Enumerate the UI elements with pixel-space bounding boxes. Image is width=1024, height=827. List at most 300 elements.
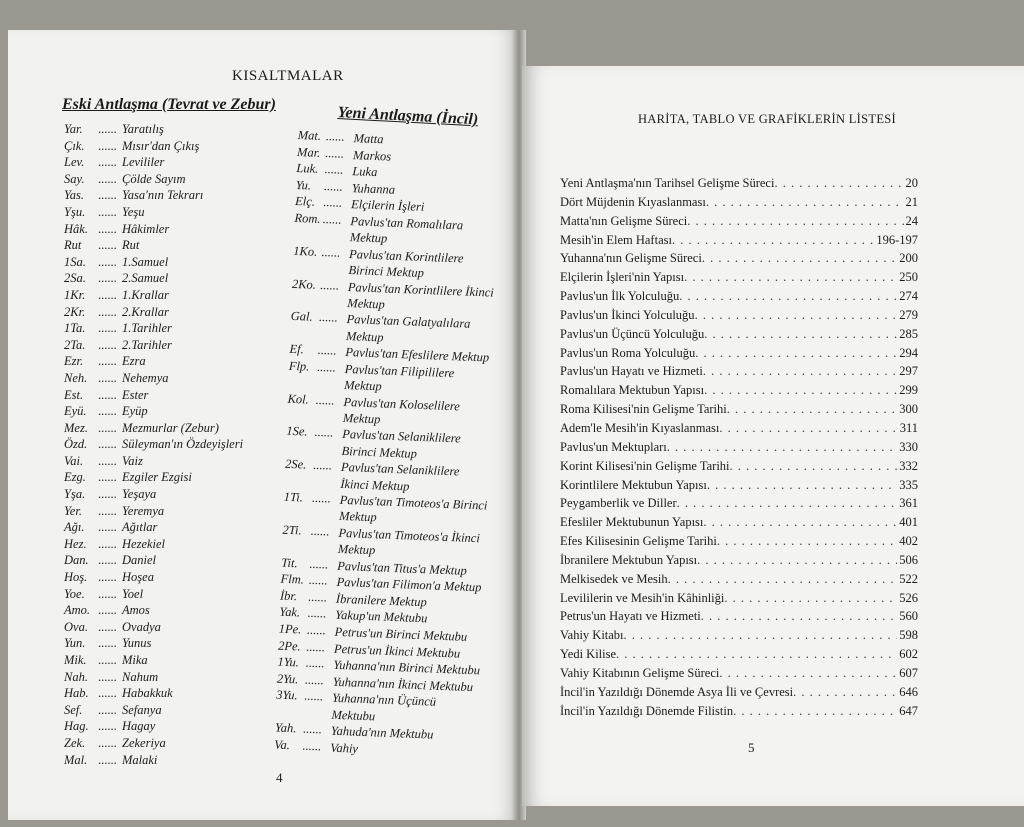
leader-dots: ...... [317, 343, 337, 358]
entry-title: İncil'in Yazıldığı Dönemde Asya İli ve Çevresi [560, 684, 794, 699]
abbreviation: Hez. [64, 536, 87, 551]
abbreviation: Çık. [64, 138, 85, 153]
leader-dots: ...... [98, 204, 117, 219]
old-testament-row [64, 653, 294, 670]
entry-page-number: 274 [899, 289, 918, 304]
leader-dots: ...... [314, 425, 334, 441]
book-name: Pavlus'tan Timoteos'a Birinci Mektup [338, 492, 488, 525]
entry-leader-dots [704, 327, 897, 342]
abbreviation: Eyü. [64, 404, 87, 419]
figure-list-entry [560, 685, 918, 704]
leader-dots: ...... [98, 188, 117, 203]
abbreviation: Ova. [64, 619, 88, 634]
leader-dots: ...... [323, 178, 343, 194]
book-name: Petrus'un İkinci Mektubu [333, 641, 461, 661]
figure-list-entry [560, 704, 918, 723]
figure-list-entry [560, 440, 918, 459]
abbreviation: Lev. [64, 155, 85, 170]
leader-dots: ...... [98, 122, 117, 136]
old-testament-row [64, 404, 294, 421]
abbreviation: Tit. [281, 555, 298, 570]
leader-dots: ...... [98, 370, 117, 385]
book-name: Mika [122, 653, 148, 667]
leader-dots: ...... [320, 244, 341, 260]
leader-dots: ...... [98, 503, 117, 518]
entry-leader-dots [679, 289, 897, 304]
book-name: Pavlus'tan Korintlilere Birinci Mektup [348, 246, 464, 281]
abbreviation: 2Ta. [64, 337, 86, 352]
leader-dots: ...... [98, 735, 117, 750]
abbreviation: 3Yu. [275, 688, 298, 703]
entry-page-number: 646 [899, 684, 918, 699]
old-testament-row [64, 238, 294, 255]
old-testament-row [64, 371, 294, 388]
abbreviation: Zek. [64, 735, 86, 750]
entry-title: Pavlus'un İlk Yolculuğu [560, 289, 680, 304]
entry-title: Matta'nın Gelişme Süreci [560, 213, 688, 228]
leader-dots: ...... [98, 138, 117, 153]
entry-title: Pavlus'un Roma Yolculuğu [560, 345, 696, 360]
leader-dots: ...... [98, 420, 117, 435]
abbreviation: Luk. [296, 161, 319, 176]
figure-list-entry [560, 534, 918, 553]
leader-dots: ...... [98, 437, 117, 452]
entry-title: Levililerin ve Mesih'in Kâhinliği [560, 590, 725, 605]
old-testament-row [64, 620, 294, 637]
leader-dots: ...... [98, 487, 117, 502]
entry-leader-dots [687, 214, 903, 229]
figure-list-entry [560, 421, 918, 440]
book-name: Pavlus'tan Timoteos'a İkinci Mektup [337, 525, 481, 558]
figure-list-entry [560, 195, 918, 214]
old-testament-row [64, 222, 294, 239]
old-testament-row [64, 670, 294, 687]
leader-dots: ...... [98, 686, 117, 701]
abbreviation: Nah. [64, 669, 88, 684]
entry-title: Yedi Kilise [560, 647, 617, 662]
leader-dots: ...... [306, 622, 326, 638]
entry-title: Elçilerin İşleri'nin Yapısı [560, 270, 685, 285]
leader-dots: ...... [98, 404, 117, 419]
abbreviation: 1Ti. [283, 489, 304, 505]
entry-leader-dots [677, 496, 898, 511]
leader-dots: ...... [98, 752, 117, 767]
abbreviation: Rut [64, 238, 82, 253]
leader-dots: ...... [319, 277, 340, 293]
entry-title: İncil'in Yazıldığı Dönemde Filistin [560, 703, 734, 718]
old-testament-row [64, 172, 294, 189]
figure-list-entry [560, 553, 918, 572]
old-testament-row [64, 537, 294, 554]
old-testament-row [64, 255, 294, 272]
entry-title: Dört Müjdenin Kıyaslanması [560, 194, 706, 209]
entry-leader-dots [707, 478, 897, 493]
abbreviation: Yun. [64, 636, 86, 651]
entry-page-number: 361 [899, 496, 918, 511]
abbreviation: Yar. [64, 122, 83, 136]
book-name: Luka [352, 164, 378, 180]
book-name: Yakup'un Mektubu [335, 608, 428, 626]
entry-title: Mesih'in Elem Haftası [560, 232, 672, 247]
leader-dots: ...... [98, 171, 117, 186]
entry-page-number: 598 [899, 628, 918, 643]
leader-dots: ...... [98, 470, 117, 485]
entry-page-number: 294 [899, 345, 918, 360]
book-name: Hoşea [122, 570, 154, 585]
entry-leader-dots [701, 609, 897, 624]
old-testament-row [64, 504, 294, 521]
book-name: Ester [122, 387, 149, 402]
abbreviation: Yşa. [64, 487, 86, 502]
abbreviation: Hâk. [64, 221, 88, 236]
book-name: Ağıtlar [122, 520, 158, 535]
entry-title: Efesliler Mektubunun Yapısı [560, 515, 704, 530]
figure-list-entry [560, 270, 918, 289]
leader-dots: ...... [98, 553, 117, 568]
entry-title: Vahiy Kitabı [560, 628, 624, 643]
figure-list-entry [560, 666, 918, 685]
entry-leader-dots [668, 572, 898, 587]
entry-page-number: 285 [899, 326, 918, 341]
figure-list-entry [560, 459, 918, 478]
leader-dots: ...... [98, 321, 117, 336]
leader-dots: ...... [98, 619, 117, 634]
entry-title: Romalılara Mektubun Yapısı [560, 383, 705, 398]
old-testament-row [64, 271, 294, 288]
book-name: Ovadya [122, 619, 161, 634]
leader-dots: ...... [324, 162, 344, 177]
old-testament-row [64, 753, 294, 770]
leader-dots: ...... [98, 155, 117, 170]
leader-dots: ...... [305, 655, 325, 671]
entry-title: Pavlus'un Hayatı ve Hizmeti [560, 364, 703, 379]
book-name: Yuhanna [351, 180, 396, 197]
figure-list-entry [560, 647, 918, 666]
book-name: Pavlus'tan Filipililere Mektup [343, 361, 455, 394]
abbreviation: Est. [64, 387, 84, 402]
book-name: Hezekiel [122, 536, 166, 551]
abbreviation: 1Ko. [293, 243, 318, 259]
book-name: Pavlus'tan Korintlilere İkinci Mektup [347, 279, 495, 312]
entry-page-number: 602 [899, 647, 918, 662]
book-name: Yeşu [122, 204, 145, 219]
old-testament-row [64, 139, 294, 156]
old-testament-row [64, 587, 294, 604]
entry-page-number: 526 [899, 590, 918, 605]
leader-dots: ...... [309, 556, 329, 572]
book-name: Pavlus'tan Titus'a Mektup [336, 558, 468, 578]
abbreviation: Gal. [290, 309, 313, 325]
leader-dots: ...... [302, 721, 322, 737]
abbreviation: Ağı. [64, 520, 85, 535]
entry-page-number: 401 [899, 515, 918, 530]
old-testament-row [64, 188, 294, 205]
book-name: Markos [352, 147, 392, 164]
book-name: Matta [353, 131, 384, 147]
entry-page-number: 21 [905, 194, 918, 209]
leader-dots: ...... [98, 387, 117, 402]
book-name: Yeremya [122, 503, 165, 518]
abbreviation: 1Pe. [278, 621, 302, 637]
entry-title: Efes Kilisesinin Gelişme Tarihi [560, 534, 717, 549]
leader-dots: ...... [98, 586, 117, 601]
figure-list-entry [560, 251, 918, 270]
entry-leader-dots [702, 251, 897, 266]
entry-title: Korint Kilisesi'nin Gelişme Tarihi [560, 458, 730, 473]
entry-page-number: 20 [905, 176, 918, 190]
old-testament-row [64, 487, 294, 504]
left-page-number: 4 [276, 770, 283, 785]
leader-dots: ...... [98, 304, 117, 319]
leader-dots: ...... [98, 520, 117, 535]
abbreviation: Mik. [64, 653, 87, 667]
abbreviation: Elç. [294, 194, 316, 210]
book-name: Levililer [122, 155, 165, 170]
entry-leader-dots [706, 195, 904, 210]
book-name: Pavlus'tan Selaniklilere İkinci Mektup [340, 460, 460, 494]
old-testament-row [64, 454, 294, 471]
leader-dots: ...... [322, 211, 342, 227]
leader-dots: ...... [311, 490, 331, 506]
abbreviation: Yer. [64, 503, 82, 518]
abbreviation: 1Yu. [277, 654, 300, 670]
leader-dots: ...... [98, 669, 117, 684]
entry-leader-dots [717, 534, 897, 549]
old-testament-row [64, 354, 294, 371]
entry-page-number: 297 [899, 364, 918, 379]
entry-page-number: 647 [899, 703, 918, 718]
entry-leader-dots [793, 685, 897, 700]
book-name: Daniel [122, 553, 157, 568]
book-name: Hagay [122, 719, 156, 734]
abbreviation: 2Kr. [64, 304, 86, 319]
old-testament-row [64, 122, 294, 139]
leader-dots: ...... [98, 287, 117, 302]
entry-page-number: 402 [899, 534, 918, 549]
old-testament-row [64, 470, 294, 487]
book-name: Süleyman'ın Özdeyişleri [122, 437, 244, 452]
old-testament-heading: Eski Antlaşma (Tevrat ve Zebur) [62, 96, 276, 113]
abbreviation: 1Se. [286, 424, 308, 440]
old-testament-row [64, 388, 294, 405]
figure-list-entry [560, 346, 918, 365]
book-name: Yaratılış [122, 122, 164, 136]
figure-list-entry [560, 572, 918, 591]
entry-page-number: 300 [899, 402, 918, 417]
leader-dots: ...... [318, 310, 338, 326]
entry-title: Roma Kilisesi'nin Gelişme Tarihi [560, 402, 727, 417]
old-testament-row [64, 636, 294, 653]
old-testament-row [64, 305, 294, 322]
leader-dots: ...... [307, 589, 328, 605]
abbreviation: Sef. [64, 702, 83, 717]
book-name: Yasa'nın Tekrarı [122, 188, 204, 203]
figures-list [560, 176, 918, 722]
entry-page-number: 200 [899, 251, 918, 266]
abbreviation: 2Pe. [277, 638, 301, 654]
abbreviation: 2Ti. [282, 522, 302, 538]
right-page-number: 5 [748, 740, 755, 755]
entry-leader-dots [774, 176, 903, 191]
book-name: Vahiy [329, 740, 359, 756]
old-testament-row [64, 155, 294, 172]
book-name: Petrus'un Birinci Mektubu [334, 624, 468, 644]
figure-list-entry [560, 364, 918, 383]
figure-list-entry [560, 496, 918, 515]
entry-title: Korintlilere Mektubun Yapısı [560, 477, 707, 492]
entry-leader-dots [719, 666, 897, 681]
entry-title: Petrus'un Hayatı ve Hizmeti [560, 609, 701, 624]
leader-dots: ...... [302, 738, 322, 754]
old-testament-row [64, 437, 294, 454]
entry-page-number: 560 [899, 609, 918, 624]
entry-title: Vahiy Kitabının Gelişme Süreci [560, 665, 720, 680]
abbreviation: Yas. [64, 188, 85, 203]
leader-dots: ...... [98, 702, 117, 717]
book-name: Vaiz [122, 453, 143, 468]
book-name: Yuhanna'nın Üçüncü Mektubu [331, 691, 437, 724]
new-testament-abbreviation-list [274, 128, 518, 762]
abbreviation: Mar. [296, 144, 321, 160]
abbreviation: Ezr. [64, 354, 84, 369]
book-name: 2.Samuel [122, 271, 169, 286]
book-name: Çölde Sayım [122, 171, 186, 186]
old-testament-abbreviation-list [64, 122, 294, 769]
figure-list-entry [560, 327, 918, 346]
book-name: Zekeriya [122, 735, 166, 750]
leader-dots: ...... [98, 570, 117, 585]
entry-leader-dots [704, 383, 897, 398]
abbreviation: Flm. [280, 571, 305, 587]
entry-leader-dots [724, 591, 897, 606]
book-name: Sefanya [122, 702, 162, 717]
entry-leader-dots [684, 270, 897, 285]
leader-dots: ...... [98, 603, 117, 618]
figure-list-entry [560, 402, 918, 421]
abbreviation: 1Sa. [64, 254, 86, 269]
leader-dots: ...... [98, 453, 117, 468]
abbreviation: 1Ta. [64, 321, 86, 336]
leader-dots: ...... [308, 573, 328, 588]
leader-dots: ...... [305, 639, 326, 655]
leader-dots: ...... [98, 653, 117, 667]
entry-page-number: 299 [899, 383, 918, 398]
old-testament-row [64, 553, 294, 570]
abbreviation: Yoe. [64, 586, 85, 601]
book-name: Eyüp [122, 404, 148, 419]
old-testament-row [64, 603, 294, 620]
old-testament-row [64, 288, 294, 305]
entry-title: Yeni Antlaşma'nın Tarihsel Gelişme Süreci [560, 176, 775, 190]
leader-dots: ...... [98, 337, 117, 352]
figure-list-entry [560, 214, 918, 233]
entry-page-number: 506 [899, 552, 918, 567]
entry-page-number: 335 [899, 477, 918, 492]
abbreviation: Hag. [64, 719, 89, 734]
entry-title: Pavlus'un Mektupları [560, 439, 667, 454]
entry-leader-dots [730, 459, 898, 474]
book-name: Nehemya [122, 370, 169, 385]
abbreviation: Say. [64, 171, 85, 186]
entry-page-number: 196-197 [876, 232, 918, 247]
figure-list-entry [560, 515, 918, 534]
leader-dots: ...... [324, 145, 345, 161]
abbreviation: İbr. [279, 588, 298, 604]
book-name: Mezmurlar (Zebur) [122, 420, 219, 435]
old-testament-row [64, 736, 294, 753]
figure-list-entry [560, 308, 918, 327]
book-name: Malaki [122, 752, 158, 767]
entry-leader-dots [616, 647, 897, 662]
old-testament-row [64, 703, 294, 720]
book-name: Yuhanna'nın İkinci Mektubu [332, 674, 474, 694]
abbreviation: Hab. [64, 686, 89, 701]
leader-dots: ...... [303, 689, 324, 704]
book-name: Ezgiler Ezgisi [122, 470, 192, 485]
leader-dots: ...... [304, 672, 324, 688]
abbreviation: 2Yu. [276, 671, 299, 687]
figure-list-entry [560, 383, 918, 402]
book-name: Pavlus'tan Koloselilere Mektup [342, 394, 461, 427]
figure-list-entry [560, 609, 918, 628]
abbreviation: Özd. [64, 437, 88, 452]
abbreviation: Va. [274, 737, 291, 752]
old-testament-row [64, 719, 294, 736]
entry-leader-dots [733, 704, 897, 719]
book-name: Hâkimler [122, 221, 170, 236]
book-name: Yoel [122, 586, 144, 601]
entry-leader-dots [672, 233, 874, 248]
abbreviation: Kol. [287, 391, 310, 407]
old-testament-row [64, 570, 294, 587]
book-name: Yunus [122, 636, 152, 651]
figure-list-entry [560, 289, 918, 308]
old-testament-row [64, 686, 294, 703]
entry-leader-dots [697, 553, 897, 568]
book-name: Nahum [122, 669, 159, 684]
abbreviation: Yah. [274, 720, 297, 736]
old-testament-row [64, 421, 294, 438]
entry-title: Adem'le Mesih'in Kıyaslanması [560, 420, 720, 435]
leader-dots: ...... [98, 536, 117, 551]
leader-dots: ...... [98, 238, 117, 253]
abbreviation: Flp. [288, 358, 310, 374]
abbreviation: Dan. [64, 553, 89, 568]
figure-list-entry [560, 478, 918, 497]
leader-dots: ...... [98, 354, 117, 369]
entry-leader-dots [695, 308, 898, 323]
leader-dots: ...... [322, 195, 343, 211]
entry-page-number: 311 [899, 420, 918, 435]
entry-title: Pavlus'un İkinci Yolculuğu [560, 307, 695, 322]
old-testament-row [64, 338, 294, 355]
abbreviation: Yak. [279, 605, 301, 620]
book-name: Yeşaya [122, 487, 157, 502]
entry-page-number: 607 [899, 665, 918, 680]
abbreviation: Ef. [289, 342, 305, 357]
leader-dots: ...... [98, 719, 117, 734]
figure-list-entry [560, 591, 918, 610]
abbreviation: 2Sa. [64, 271, 86, 286]
book-name: Elçilerin İşleri [350, 197, 425, 215]
new-testament-heading: Yeni Antlaşma (İncil) [337, 104, 479, 129]
entry-leader-dots [703, 364, 897, 379]
book-name: Mısır'dan Çıkış [122, 138, 200, 153]
book-name: Amos [122, 603, 150, 618]
leader-dots: ...... [307, 606, 327, 621]
abbreviation: Amo. [64, 603, 91, 618]
entry-title: Pavlus'un Üçüncü Yolculuğu [560, 326, 705, 341]
